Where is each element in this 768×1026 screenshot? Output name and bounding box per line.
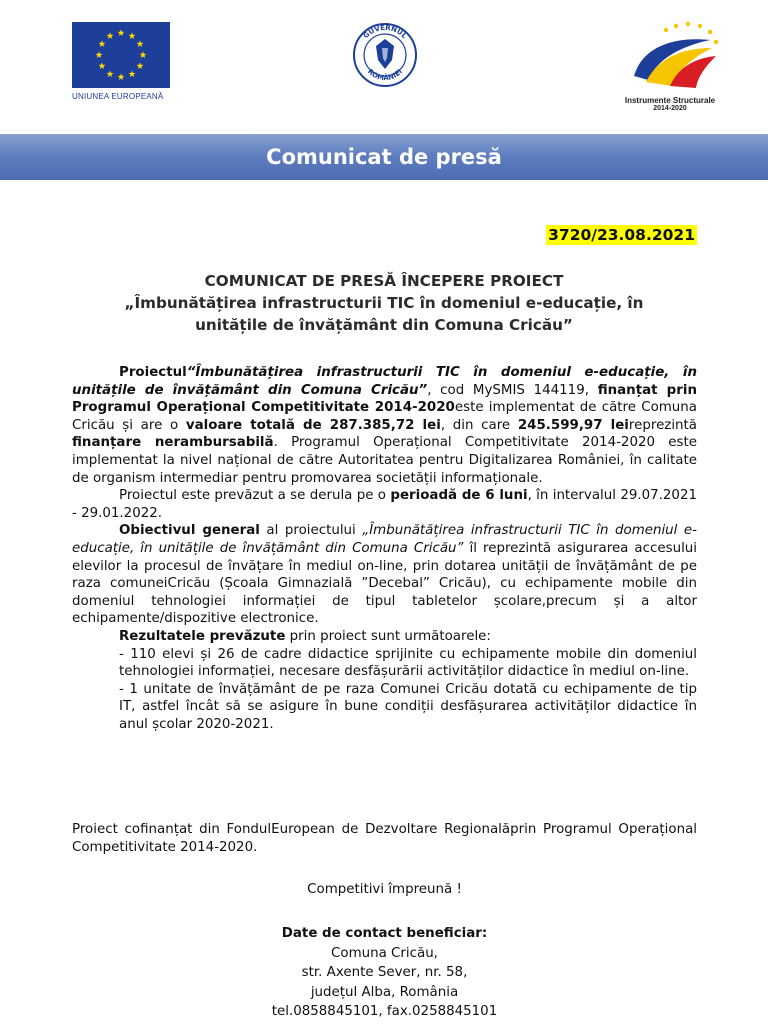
paragraph-period: Proiectul este prevăzut a se derula pe o perioadă de 6 luni, în intervalul 29.07.2021 - 29.01.2022. [72,488,697,521]
title-line-2: „Îmbunătățirea infrastructurii TIC în domeniul e-educație, în [124,294,644,312]
closing-slogan: Competitivi împreună ! [307,882,462,897]
paragraph-objective: Obiectivul general al proiectului „Îmbunătățirea infrastructurii TIC în domeniul e-educație, în unitățile de învățământ din Comuna Cricău” îl reprezintă asigurarea accesului elevilor la procesul de învățare în mediul on-line, prin dotarea unității de învățământ de pe raza comuneiCricău (Școala Gimnazială ”Decebal” Cricău), cu echipamente mobile din domeniul tehnologiei informației de tipul tabletelor școlare,precum și a altor echipamente/dispozitive electronice. [72,523,697,627]
result-item: - 1 unitate de învățământ de pe raza Comunei Cricău dotată cu echipamente de tip IT, astfel încât să se asigure în bune condiții desfășurarea activităților didactice în anul școlar 2020-2021. [119,681,697,732]
document-body [72,364,697,733]
contact-phone: tel.0858845101, fax.0258845101 [271,1004,498,1019]
svg-text:GUVERNUL: GUVERNUL [361,23,409,41]
structural-instruments-icon [612,18,728,90]
contact-heading: Date de contact beneficiar: [281,926,488,941]
result-item: - 110 elevi și 26 de cadre didactice sprijinite cu echipamente mobile din domeniul tehnologiei informației, necesare desfășurării activităților didactice în mediul on-line. [119,646,697,680]
project-name: “Îmbunătățirea infrastructurii TIC în domeniul e-educație, în unitățile de învățământ din Comuna Cricău” [72,365,697,398]
total-value: valoare totală de 287.385,72 lei [185,417,441,433]
government-seal-icon [352,22,418,88]
title-line-3: unitățile de învățământ din Comuna Cricău” [195,316,573,334]
reference-number: 3720/23.08.2021 [548,226,695,244]
contact-street: str. Axente Sever, nr. 58, [301,965,468,980]
structural-instruments-logo [612,18,728,112]
press-release-banner [0,134,768,180]
contact-county: județul Alba, România [310,984,459,1000]
eu-flag-icon [72,22,170,88]
structural-instruments-caption: Instrumente Structurale [624,96,716,105]
document-title [60,270,708,336]
title-line-1: COMUNICAT DE PRESĂ ÎNCEPERE PROIECT [204,272,564,290]
contact-block [72,924,697,1022]
structural-instruments-years: 2014-2020 [653,105,687,112]
contact-name: Comuna Cricău, [331,945,438,961]
cofinance-note: Proiect cofinanțat din FondulEuropean de Dezvoltare Regionalăprin Programul Operațional Competitivitate 2014-2020. [72,822,697,855]
paragraph-project: Proiectul“Îmbunătățirea infrastructurii TIC în domeniul e-educație, în unitățile de învățământ din Comuna Cricău”, cod MySMIS 144119, finanțat prin Programul Operațional Competitivitate 2014-2020este implementat de către Comuna Cricău și are o valoare totală de 287.385,72 lei, din care 245.599,97 leireprezintă finanțare nerambursabilă. Programul Operațional Competitivitate 2014-2020 este implementat la nivel național de către Autoritatea pentru Digitalizarea României, în calitate de organism intermediar pentru promovarea societății informaționale. [72,365,697,486]
svg-text:ROMÂNIEI: ROMÂNIEI [366,67,405,83]
banner-title: Comunicat de presă [266,145,502,169]
eu-caption: UNIUNEA EUROPEANĂ [72,92,164,101]
results-heading: Rezultatele prevăzute prin proiect sunt următoarele: [119,628,491,644]
grant-value: 245.599,97 lei [517,417,629,433]
eu-logo [72,22,172,101]
